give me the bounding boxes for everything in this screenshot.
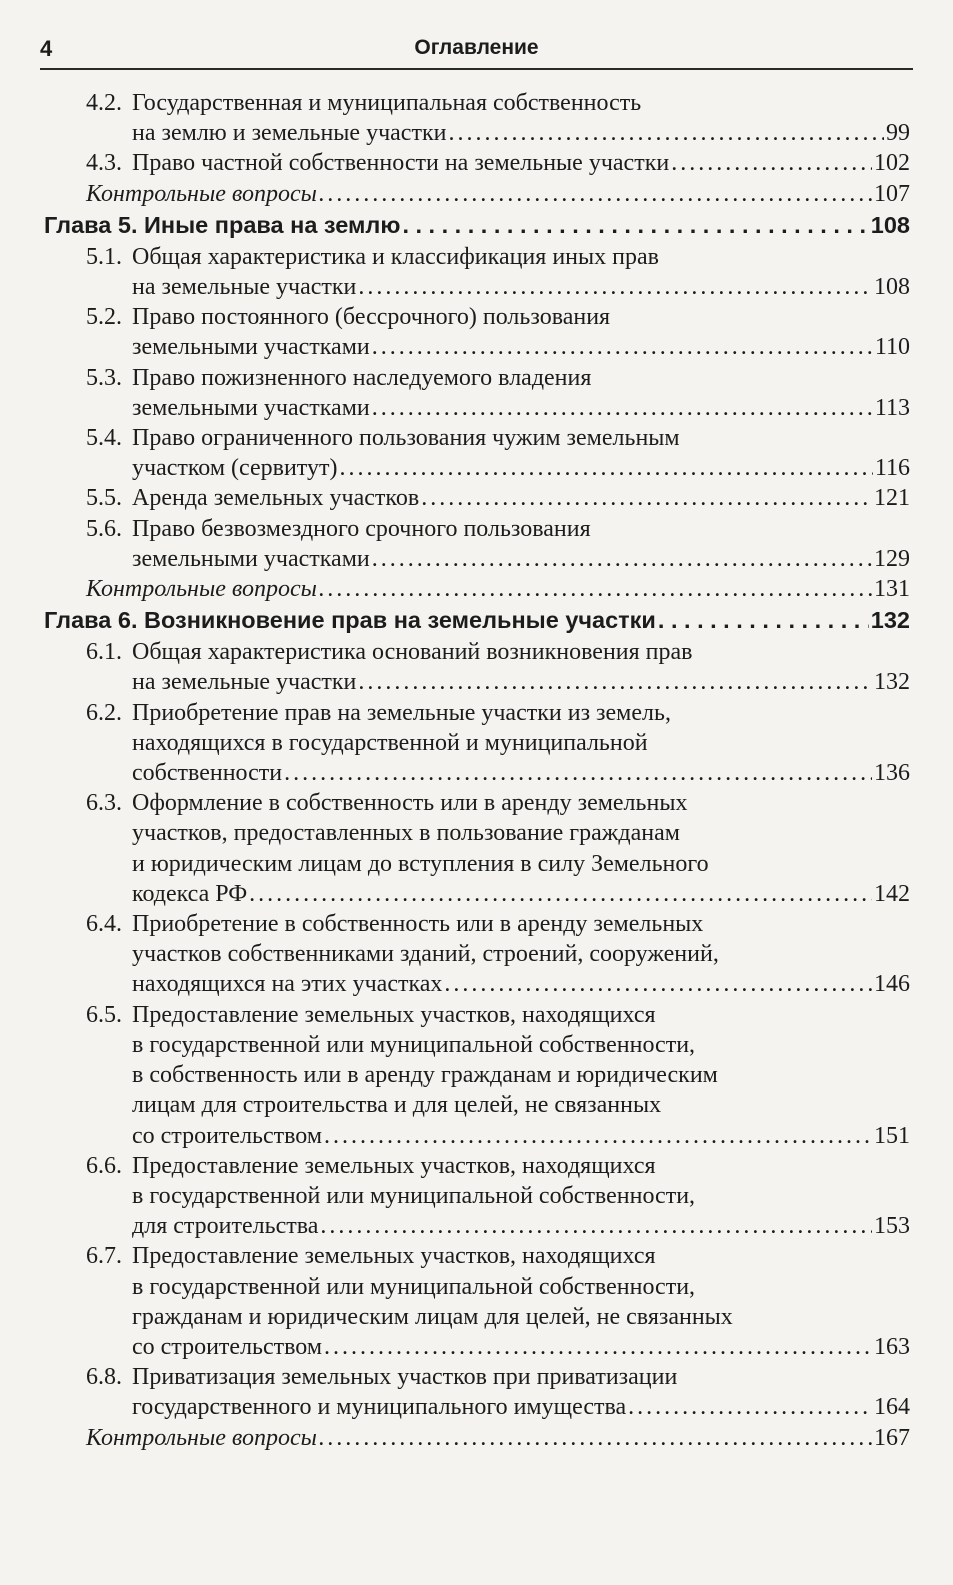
entry-last-line [132,1392,910,1422]
dot-leader [658,605,869,635]
entry-title-line: Аренда земельных участков [132,485,420,512]
entry-title-line: Контрольные вопросы [86,576,317,603]
entry-line [132,909,910,939]
entry-title-line: на землю и земельные участки [132,120,447,147]
page-ref: 99 [886,120,910,147]
entry-title-line: для строительства [132,1213,319,1240]
dot-leader [319,574,872,604]
entry-line [132,1272,910,1302]
page-ref: 142 [874,880,910,907]
entry-last-line [86,574,910,604]
entry-title-line: участков, предоставленных в пользование гражданам [132,820,680,847]
entry-line [132,698,910,728]
dot-leader [402,210,868,240]
page-ref: 132 [874,669,910,696]
section-number: 6.8. [86,1364,122,1391]
page-ref: 163 [874,1333,910,1360]
toc-entry-section [44,242,910,302]
entry-last-line [132,758,910,788]
entry-title-line: Право пожизненного наследуемого владения [132,364,592,391]
entry-title-line: Приватизация земельных участков при приватизации [132,1364,678,1391]
section-number: 6.2. [86,699,122,726]
entry-line [132,939,910,969]
entry-line [132,788,910,818]
page-ref: 131 [874,576,910,603]
entry-title-line: Право безвозмездного срочного пользования [132,515,591,542]
page-ref: 110 [874,334,910,361]
entry-title-line: Глава 6. Возникновение прав на земельные участки [44,607,656,634]
page-ref: 151 [874,1122,910,1149]
entry-title-line: Право частной собственности на земельные участки [132,150,670,177]
entry-title-line: Контрольные вопросы [86,180,317,207]
toc-entry-section [44,909,910,1000]
entry-title-line: Предоставление земельных участков, находящихся [132,1001,656,1028]
entry-last-line [132,1121,910,1151]
entry-line [132,728,910,758]
dot-leader [339,453,872,483]
entry-line [132,849,910,879]
section-number: 6.6. [86,1152,122,1179]
toc-entry-section [44,1241,910,1362]
entry-line [132,1151,910,1181]
entry-last-line [132,272,910,302]
entry-last-line [132,1211,910,1241]
toc-entry-section [44,302,910,362]
page-ref: 116 [874,455,910,482]
section-number: 6.1. [86,639,122,666]
entry-title-line: Оформление в собственность или в аренду земельных [132,790,688,817]
entry-line [132,423,910,453]
dot-leader [358,272,872,302]
entry-last-line [132,969,910,999]
toc-entry-questions [44,1423,910,1453]
toc-entry-section [44,1151,910,1242]
entry-title-line: лицам для строительства и для целей, не связанных [132,1092,662,1119]
entry-last-line [132,1332,910,1362]
entry-title-line: в государственной или муниципальной собственности, [132,1182,696,1209]
entry-line [132,1241,910,1271]
entry-title-line: Право постоянного (бессрочного) пользования [132,304,611,331]
entry-line [132,1362,910,1392]
toc-entry-section [44,788,910,909]
dot-leader [444,969,872,999]
entry-last-line [44,210,910,240]
toc-entry-section [44,514,910,574]
dot-leader [628,1392,872,1422]
entry-last-line [132,453,910,483]
dot-leader [421,483,872,513]
entry-title-line: земельными участками [132,334,370,361]
dot-leader [320,1211,872,1241]
page-ref: 108 [870,211,910,238]
section-number: 6.4. [86,911,122,938]
toc-entry-questions [44,179,910,209]
entry-title-line: на земельные участки [132,274,357,301]
section-number: 5.3. [86,364,122,391]
entry-title-line: гражданам и юридическим лицам для целей, не связанных [132,1303,733,1330]
page-ref: 107 [874,180,910,207]
entry-line [132,1060,910,1090]
section-number: 4.2. [86,90,122,116]
entry-title-line: Приобретение в собственность или в аренду земельных [132,911,704,938]
entry-line [132,637,910,667]
page-ref: 164 [874,1394,910,1421]
dot-leader [358,667,872,697]
entry-title-line: в государственной или муниципальной собственности, [132,1031,696,1058]
dot-leader [372,544,872,574]
toc-entry-section [44,423,910,483]
page-ref: 136 [874,760,910,787]
entry-last-line [132,483,910,513]
entry-last-line [86,1423,910,1453]
entry-line [132,1302,910,1332]
entry-line [132,88,910,118]
entry-title-line: Глава 5. Иные права на землю [44,211,401,238]
page-ref: 146 [874,971,910,998]
entry-last-line [86,179,910,209]
entry-line [132,363,910,393]
page-ref: 113 [874,394,910,421]
section-number: 5.2. [86,304,122,331]
dot-leader [671,148,872,178]
entry-title-line: и юридическим лицам до вступления в силу Земельного [132,850,709,877]
entry-title-line: Государственная и муниципальная собственность [132,90,642,116]
entry-last-line [132,879,910,909]
entry-line [132,1090,910,1120]
entry-title-line: собственности [132,760,283,787]
dot-leader [319,1423,872,1453]
entry-last-line [132,118,910,148]
entry-title-line: Контрольные вопросы [86,1424,317,1451]
toc-entry-chapter [44,210,910,240]
page-ref: 132 [870,607,910,634]
dot-leader [284,758,872,788]
dot-leader [249,879,872,909]
entry-line [132,514,910,544]
toc-entry-section [44,698,910,789]
entry-last-line [132,148,910,178]
entry-line [132,302,910,332]
entry-title-line: Право ограниченного пользования чужим земельным [132,425,680,452]
entry-title-line: Приобретение прав на земельные участки из земель, [132,699,671,726]
entry-title-line: Предоставление земельных участков, находящихся [132,1243,656,1270]
entry-title-line: в собственность или в аренду гражданам и юридическим [132,1062,718,1089]
entry-title-line: Предоставление земельных участков, находящихся [132,1152,656,1179]
toc-entry-section [44,637,910,697]
dot-leader [324,1121,872,1151]
entry-title-line: находящихся в государственной и муниципальной [132,729,648,756]
page-ref: 102 [874,150,910,177]
entry-title-line: со строительством [132,1122,323,1149]
section-number: 5.6. [86,515,122,542]
toc-entry-section [44,88,910,148]
table-of-contents [44,88,910,1453]
dot-leader [372,393,873,423]
toc-entry-section [44,1000,910,1151]
toc-entry-chapter [44,605,910,635]
section-number: 5.4. [86,425,122,452]
entry-line [132,818,910,848]
running-title: Оглавление [414,36,539,59]
section-number: 5.5. [86,485,122,512]
entry-title-line: Общая характеристика оснований возникновения прав [132,639,693,666]
entry-last-line [132,544,910,574]
entry-line [132,1181,910,1211]
section-number: 6.7. [86,1243,122,1270]
page-ref: 108 [874,274,910,301]
entry-line [132,1030,910,1060]
entry-last-line [132,332,910,362]
section-number: 5.1. [86,243,122,270]
entry-line [132,242,910,272]
entry-title-line: со строительством [132,1333,323,1360]
dot-leader [324,1332,872,1362]
entry-title-line: участком (сервитут) [132,455,338,482]
entry-title-line: находящихся на этих участках [132,971,443,998]
page-number: 4 [40,36,53,61]
entry-title-line: земельными участками [132,545,370,572]
toc-entry-section [44,483,910,513]
toc-entry-section [44,148,910,178]
dot-leader [372,332,873,362]
entry-title-line: земельными участками [132,394,370,421]
entry-last-line [132,667,910,697]
page-ref: 167 [874,1424,910,1451]
dot-leader [448,118,884,148]
entry-last-line [132,393,910,423]
page-header [40,34,913,70]
toc-entry-section [44,1362,910,1422]
section-number: 6.5. [86,1001,122,1028]
page-ref: 153 [874,1213,910,1240]
page-ref: 129 [874,545,910,572]
toc-entry-questions [44,574,910,604]
section-number: 4.3. [86,150,122,177]
toc-entry-section [44,363,910,423]
entry-title-line: в государственной или муниципальной собственности, [132,1273,696,1300]
entry-title-line: государственного и муниципального имущества [132,1394,627,1421]
entry-last-line [44,605,910,635]
dot-leader [319,179,872,209]
entry-title-line: кодекса РФ [132,880,248,907]
entry-title-line: на земельные участки [132,669,357,696]
page-ref: 121 [874,485,910,512]
section-number: 6.3. [86,790,122,817]
entry-title-line: Общая характеристика и классификация иных прав [132,243,659,270]
entry-title-line: участков собственниками зданий, строений, сооружений, [132,941,719,968]
entry-line [132,1000,910,1030]
